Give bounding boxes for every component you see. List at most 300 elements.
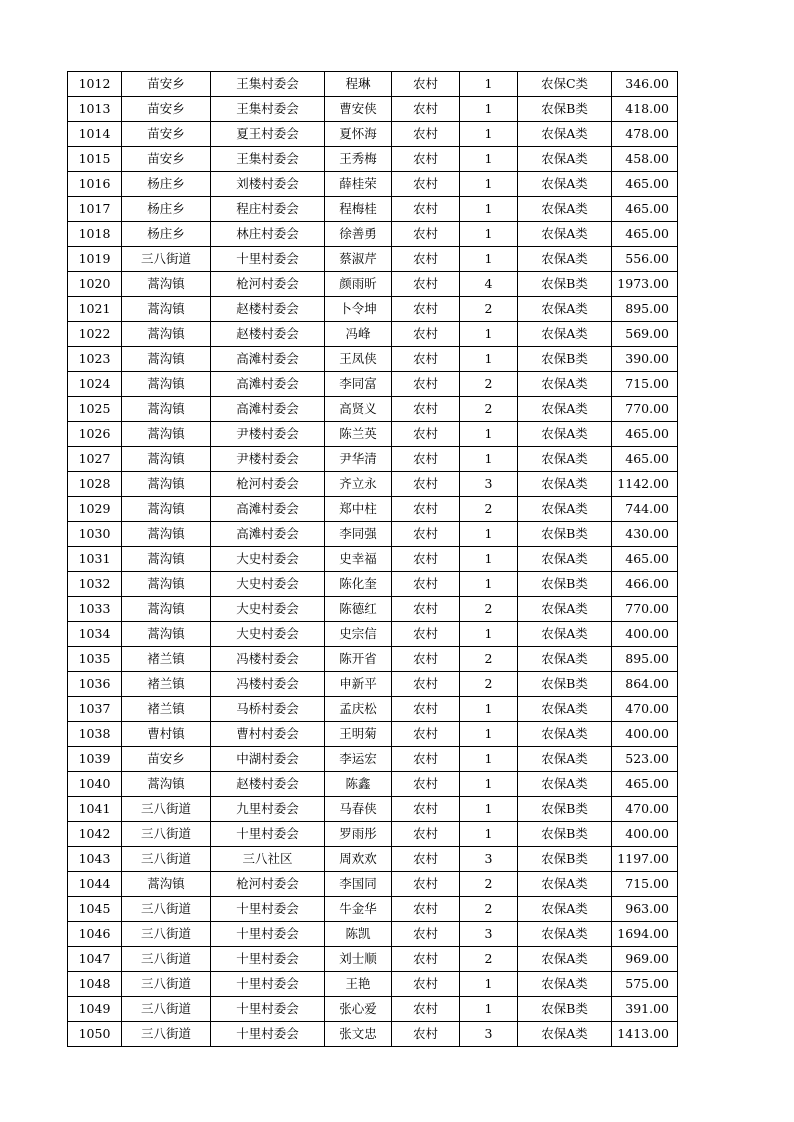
cell-name: 李同强: [325, 522, 392, 547]
cell-township: 苗安乡: [122, 72, 211, 97]
cell-seq: 1022: [68, 322, 122, 347]
cell-seq: 1049: [68, 997, 122, 1022]
cell-area: 农村: [392, 622, 460, 647]
cell-count: 2: [460, 897, 518, 922]
table-row: [68, 997, 678, 1022]
cell-area: 农村: [392, 797, 460, 822]
cell-count: 4: [460, 272, 518, 297]
cell-category: 农保A类: [518, 297, 612, 322]
table-row: [68, 497, 678, 522]
cell-seq: 1021: [68, 297, 122, 322]
cell-township: 蒿沟镇: [122, 272, 211, 297]
table-row: [68, 97, 678, 122]
cell-village: 尹楼村委会: [211, 422, 325, 447]
cell-category: 农保B类: [518, 522, 612, 547]
cell-area: 农村: [392, 897, 460, 922]
cell-seq: 1034: [68, 622, 122, 647]
cell-area: 农村: [392, 497, 460, 522]
cell-count: 2: [460, 397, 518, 422]
cell-category: 农保A类: [518, 547, 612, 572]
cell-township: 三八街道: [122, 897, 211, 922]
cell-village: 程庄村委会: [211, 197, 325, 222]
cell-count: 1: [460, 447, 518, 472]
cell-township: 杨庄乡: [122, 222, 211, 247]
table-row: [68, 147, 678, 172]
cell-count: 2: [460, 372, 518, 397]
table-row: [68, 547, 678, 572]
cell-seq: 1028: [68, 472, 122, 497]
cell-amount: 895.00: [612, 647, 678, 672]
cell-seq: 1013: [68, 97, 122, 122]
table-row: [68, 122, 678, 147]
cell-seq: 1026: [68, 422, 122, 447]
cell-count: 3: [460, 472, 518, 497]
cell-area: 农村: [392, 172, 460, 197]
cell-village: 高滩村委会: [211, 497, 325, 522]
cell-seq: 1029: [68, 497, 122, 522]
table-row: [68, 347, 678, 372]
cell-village: 王集村委会: [211, 72, 325, 97]
cell-amount: 1413.00: [612, 1022, 678, 1047]
cell-seq: 1019: [68, 247, 122, 272]
table-row: [68, 572, 678, 597]
cell-count: 1: [460, 522, 518, 547]
cell-seq: 1038: [68, 722, 122, 747]
cell-name: 王秀梅: [325, 147, 392, 172]
table-row: [68, 522, 678, 547]
cell-name: 李同富: [325, 372, 392, 397]
cell-name: 程梅桂: [325, 197, 392, 222]
cell-township: 苗安乡: [122, 122, 211, 147]
cell-village: 十里村委会: [211, 247, 325, 272]
cell-township: 蒿沟镇: [122, 447, 211, 472]
cell-category: 农保A类: [518, 147, 612, 172]
cell-area: 农村: [392, 97, 460, 122]
cell-village: 十里村委会: [211, 947, 325, 972]
cell-village: 曹村村委会: [211, 722, 325, 747]
cell-village: 大史村委会: [211, 547, 325, 572]
cell-township: 蒿沟镇: [122, 872, 211, 897]
cell-amount: 390.00: [612, 347, 678, 372]
cell-count: 3: [460, 1022, 518, 1047]
table-row: [68, 197, 678, 222]
cell-category: 农保B类: [518, 572, 612, 597]
cell-category: 农保A类: [518, 622, 612, 647]
subsidy-register-table: [67, 71, 678, 1047]
cell-count: 1: [460, 547, 518, 572]
cell-name: 颜雨昕: [325, 272, 392, 297]
cell-township: 杨庄乡: [122, 172, 211, 197]
cell-village: 十里村委会: [211, 822, 325, 847]
table-row: [68, 272, 678, 297]
cell-name: 程琳: [325, 72, 392, 97]
cell-amount: 963.00: [612, 897, 678, 922]
cell-area: 农村: [392, 947, 460, 972]
cell-township: 褚兰镇: [122, 647, 211, 672]
table-row: [68, 847, 678, 872]
cell-area: 农村: [392, 347, 460, 372]
cell-name: 王艳: [325, 972, 392, 997]
cell-seq: 1043: [68, 847, 122, 872]
cell-village: 大史村委会: [211, 622, 325, 647]
table-row: [68, 472, 678, 497]
cell-village: 高滩村委会: [211, 372, 325, 397]
cell-village: 尹楼村委会: [211, 447, 325, 472]
cell-seq: 1048: [68, 972, 122, 997]
cell-area: 农村: [392, 397, 460, 422]
cell-village: 中湖村委会: [211, 747, 325, 772]
cell-name: 陈化奎: [325, 572, 392, 597]
cell-name: 王凤侠: [325, 347, 392, 372]
cell-category: 农保A类: [518, 397, 612, 422]
cell-village: 枪河村委会: [211, 472, 325, 497]
cell-name: 马春侠: [325, 797, 392, 822]
cell-name: 郑中柱: [325, 497, 392, 522]
cell-amount: 465.00: [612, 197, 678, 222]
cell-township: 苗安乡: [122, 147, 211, 172]
cell-seq: 1035: [68, 647, 122, 672]
table-row: [68, 322, 678, 347]
cell-amount: 400.00: [612, 622, 678, 647]
cell-area: 农村: [392, 772, 460, 797]
cell-village: 赵楼村委会: [211, 297, 325, 322]
cell-category: 农保C类: [518, 72, 612, 97]
cell-amount: 556.00: [612, 247, 678, 272]
cell-count: 1: [460, 697, 518, 722]
cell-seq: 1033: [68, 597, 122, 622]
table-row: [68, 722, 678, 747]
cell-category: 农保A类: [518, 697, 612, 722]
cell-area: 农村: [392, 247, 460, 272]
cell-amount: 430.00: [612, 522, 678, 547]
cell-village: 冯楼村委会: [211, 672, 325, 697]
cell-amount: 569.00: [612, 322, 678, 347]
cell-amount: 465.00: [612, 222, 678, 247]
cell-seq: 1039: [68, 747, 122, 772]
table-row: [68, 797, 678, 822]
cell-area: 农村: [392, 447, 460, 472]
cell-count: 1: [460, 972, 518, 997]
cell-area: 农村: [392, 372, 460, 397]
cell-count: 2: [460, 672, 518, 697]
cell-name: 刘士顺: [325, 947, 392, 972]
cell-village: 十里村委会: [211, 897, 325, 922]
cell-village: 夏王村委会: [211, 122, 325, 147]
cell-area: 农村: [392, 597, 460, 622]
cell-amount: 470.00: [612, 697, 678, 722]
cell-count: 1: [460, 422, 518, 447]
cell-count: 1: [460, 347, 518, 372]
cell-category: 农保B类: [518, 272, 612, 297]
table-row: [68, 772, 678, 797]
cell-township: 蒿沟镇: [122, 322, 211, 347]
cell-area: 农村: [392, 697, 460, 722]
cell-name: 周欢欢: [325, 847, 392, 872]
cell-seq: 1015: [68, 147, 122, 172]
cell-township: 三八街道: [122, 822, 211, 847]
cell-amount: 969.00: [612, 947, 678, 972]
cell-township: 蒿沟镇: [122, 572, 211, 597]
cell-count: 1: [460, 147, 518, 172]
cell-count: 2: [460, 297, 518, 322]
cell-category: 农保A类: [518, 972, 612, 997]
cell-name: 徐善勇: [325, 222, 392, 247]
cell-category: 农保A类: [518, 422, 612, 447]
cell-seq: 1050: [68, 1022, 122, 1047]
cell-category: 农保A类: [518, 1022, 612, 1047]
cell-area: 农村: [392, 747, 460, 772]
table-row: [68, 872, 678, 897]
cell-township: 三八街道: [122, 797, 211, 822]
cell-name: 卜令坤: [325, 297, 392, 322]
cell-category: 农保A类: [518, 122, 612, 147]
cell-amount: 1973.00: [612, 272, 678, 297]
table-row: [68, 222, 678, 247]
cell-amount: 895.00: [612, 297, 678, 322]
cell-township: 蒿沟镇: [122, 347, 211, 372]
cell-category: 农保A类: [518, 372, 612, 397]
cell-count: 1: [460, 97, 518, 122]
cell-village: 刘楼村委会: [211, 172, 325, 197]
cell-village: 高滩村委会: [211, 397, 325, 422]
cell-amount: 465.00: [612, 172, 678, 197]
table-row: [68, 397, 678, 422]
cell-village: 大史村委会: [211, 597, 325, 622]
cell-seq: 1020: [68, 272, 122, 297]
cell-area: 农村: [392, 472, 460, 497]
cell-amount: 575.00: [612, 972, 678, 997]
cell-category: 农保A类: [518, 747, 612, 772]
cell-amount: 465.00: [612, 547, 678, 572]
cell-area: 农村: [392, 822, 460, 847]
cell-township: 杨庄乡: [122, 197, 211, 222]
cell-seq: 1018: [68, 222, 122, 247]
cell-township: 苗安乡: [122, 747, 211, 772]
cell-village: 王集村委会: [211, 147, 325, 172]
cell-name: 陈鑫: [325, 772, 392, 797]
cell-count: 3: [460, 922, 518, 947]
cell-seq: 1024: [68, 372, 122, 397]
cell-area: 农村: [392, 547, 460, 572]
cell-name: 夏怀海: [325, 122, 392, 147]
table-row: [68, 622, 678, 647]
cell-name: 张文忠: [325, 1022, 392, 1047]
cell-township: 苗安乡: [122, 97, 211, 122]
cell-name: 李运宏: [325, 747, 392, 772]
table-row: [68, 947, 678, 972]
cell-count: 2: [460, 597, 518, 622]
cell-village: 王集村委会: [211, 97, 325, 122]
cell-seq: 1044: [68, 872, 122, 897]
cell-amount: 391.00: [612, 997, 678, 1022]
cell-name: 申新平: [325, 672, 392, 697]
cell-seq: 1041: [68, 797, 122, 822]
cell-township: 蒿沟镇: [122, 497, 211, 522]
cell-category: 农保A类: [518, 922, 612, 947]
cell-amount: 1197.00: [612, 847, 678, 872]
cell-seq: 1027: [68, 447, 122, 472]
table-row: [68, 372, 678, 397]
cell-village: 十里村委会: [211, 972, 325, 997]
cell-amount: 770.00: [612, 397, 678, 422]
cell-amount: 400.00: [612, 722, 678, 747]
cell-amount: 470.00: [612, 797, 678, 822]
cell-category: 农保A类: [518, 872, 612, 897]
cell-seq: 1037: [68, 697, 122, 722]
cell-amount: 1694.00: [612, 922, 678, 947]
cell-village: 九里村委会: [211, 797, 325, 822]
table-row: [68, 597, 678, 622]
cell-category: 农保A类: [518, 472, 612, 497]
cell-township: 蒿沟镇: [122, 422, 211, 447]
cell-village: 大史村委会: [211, 572, 325, 597]
cell-village: 冯楼村委会: [211, 647, 325, 672]
table-row: [68, 422, 678, 447]
cell-category: 农保B类: [518, 797, 612, 822]
cell-count: 1: [460, 722, 518, 747]
cell-area: 农村: [392, 522, 460, 547]
table-row: [68, 897, 678, 922]
cell-area: 农村: [392, 847, 460, 872]
cell-seq: 1014: [68, 122, 122, 147]
cell-count: 2: [460, 497, 518, 522]
cell-name: 牛金华: [325, 897, 392, 922]
cell-area: 农村: [392, 872, 460, 897]
cell-amount: 465.00: [612, 772, 678, 797]
cell-count: 1: [460, 797, 518, 822]
cell-seq: 1016: [68, 172, 122, 197]
cell-category: 农保A类: [518, 447, 612, 472]
cell-area: 农村: [392, 147, 460, 172]
cell-area: 农村: [392, 222, 460, 247]
cell-count: 1: [460, 172, 518, 197]
cell-count: 1: [460, 222, 518, 247]
cell-count: 1: [460, 322, 518, 347]
table-row: [68, 822, 678, 847]
cell-count: 1: [460, 197, 518, 222]
cell-township: 三八街道: [122, 247, 211, 272]
cell-area: 农村: [392, 672, 460, 697]
cell-township: 蒿沟镇: [122, 397, 211, 422]
cell-amount: 346.00: [612, 72, 678, 97]
cell-category: 农保A类: [518, 322, 612, 347]
cell-name: 尹华清: [325, 447, 392, 472]
cell-township: 三八街道: [122, 1022, 211, 1047]
cell-category: 农保A类: [518, 247, 612, 272]
cell-area: 农村: [392, 322, 460, 347]
cell-area: 农村: [392, 922, 460, 947]
cell-category: 农保B类: [518, 822, 612, 847]
cell-amount: 715.00: [612, 872, 678, 897]
cell-township: 蒿沟镇: [122, 547, 211, 572]
cell-category: 农保A类: [518, 172, 612, 197]
cell-name: 陈开省: [325, 647, 392, 672]
cell-area: 农村: [392, 1022, 460, 1047]
cell-count: 1: [460, 747, 518, 772]
cell-name: 张心爱: [325, 997, 392, 1022]
cell-category: 农保B类: [518, 97, 612, 122]
cell-township: 三八街道: [122, 847, 211, 872]
cell-seq: 1012: [68, 72, 122, 97]
table-row: [68, 172, 678, 197]
cell-count: 3: [460, 847, 518, 872]
cell-village: 马桥村委会: [211, 697, 325, 722]
table-row: [68, 672, 678, 697]
cell-township: 三八街道: [122, 997, 211, 1022]
cell-township: 褚兰镇: [122, 672, 211, 697]
cell-category: 农保A类: [518, 197, 612, 222]
cell-count: 1: [460, 572, 518, 597]
cell-village: 十里村委会: [211, 997, 325, 1022]
cell-village: 十里村委会: [211, 1022, 325, 1047]
cell-area: 农村: [392, 997, 460, 1022]
cell-village: 十里村委会: [211, 922, 325, 947]
cell-amount: 400.00: [612, 822, 678, 847]
cell-amount: 465.00: [612, 422, 678, 447]
cell-township: 蒿沟镇: [122, 297, 211, 322]
cell-village: 高滩村委会: [211, 522, 325, 547]
cell-area: 农村: [392, 422, 460, 447]
cell-name: 史宗信: [325, 622, 392, 647]
cell-amount: 715.00: [612, 372, 678, 397]
cell-seq: 1046: [68, 922, 122, 947]
cell-seq: 1017: [68, 197, 122, 222]
cell-seq: 1032: [68, 572, 122, 597]
cell-count: 1: [460, 822, 518, 847]
cell-township: 三八街道: [122, 972, 211, 997]
cell-count: 2: [460, 872, 518, 897]
cell-count: 1: [460, 997, 518, 1022]
cell-area: 农村: [392, 197, 460, 222]
cell-name: 史幸福: [325, 547, 392, 572]
cell-count: 1: [460, 122, 518, 147]
cell-amount: 1142.00: [612, 472, 678, 497]
cell-category: 农保B类: [518, 347, 612, 372]
table-row: [68, 1022, 678, 1047]
cell-name: 曹安侠: [325, 97, 392, 122]
cell-category: 农保A类: [518, 897, 612, 922]
table-row: [68, 972, 678, 997]
cell-village: 枪河村委会: [211, 872, 325, 897]
cell-area: 农村: [392, 572, 460, 597]
cell-village: 赵楼村委会: [211, 322, 325, 347]
cell-township: 蒿沟镇: [122, 472, 211, 497]
cell-name: 冯峰: [325, 322, 392, 347]
cell-name: 陈德红: [325, 597, 392, 622]
cell-name: 王明菊: [325, 722, 392, 747]
cell-township: 三八街道: [122, 947, 211, 972]
cell-name: 陈兰英: [325, 422, 392, 447]
cell-amount: 523.00: [612, 747, 678, 772]
cell-name: 李国同: [325, 872, 392, 897]
cell-township: 蒿沟镇: [122, 522, 211, 547]
cell-seq: 1040: [68, 772, 122, 797]
table-row: [68, 922, 678, 947]
cell-category: 农保A类: [518, 222, 612, 247]
cell-seq: 1023: [68, 347, 122, 372]
cell-township: 蒿沟镇: [122, 772, 211, 797]
cell-township: 蒿沟镇: [122, 622, 211, 647]
cell-amount: 466.00: [612, 572, 678, 597]
cell-count: 1: [460, 772, 518, 797]
cell-seq: 1042: [68, 822, 122, 847]
cell-seq: 1045: [68, 897, 122, 922]
cell-category: 农保B类: [518, 672, 612, 697]
table-row: [68, 447, 678, 472]
cell-name: 孟庆松: [325, 697, 392, 722]
cell-name: 齐立永: [325, 472, 392, 497]
cell-name: 蔡淑芹: [325, 247, 392, 272]
